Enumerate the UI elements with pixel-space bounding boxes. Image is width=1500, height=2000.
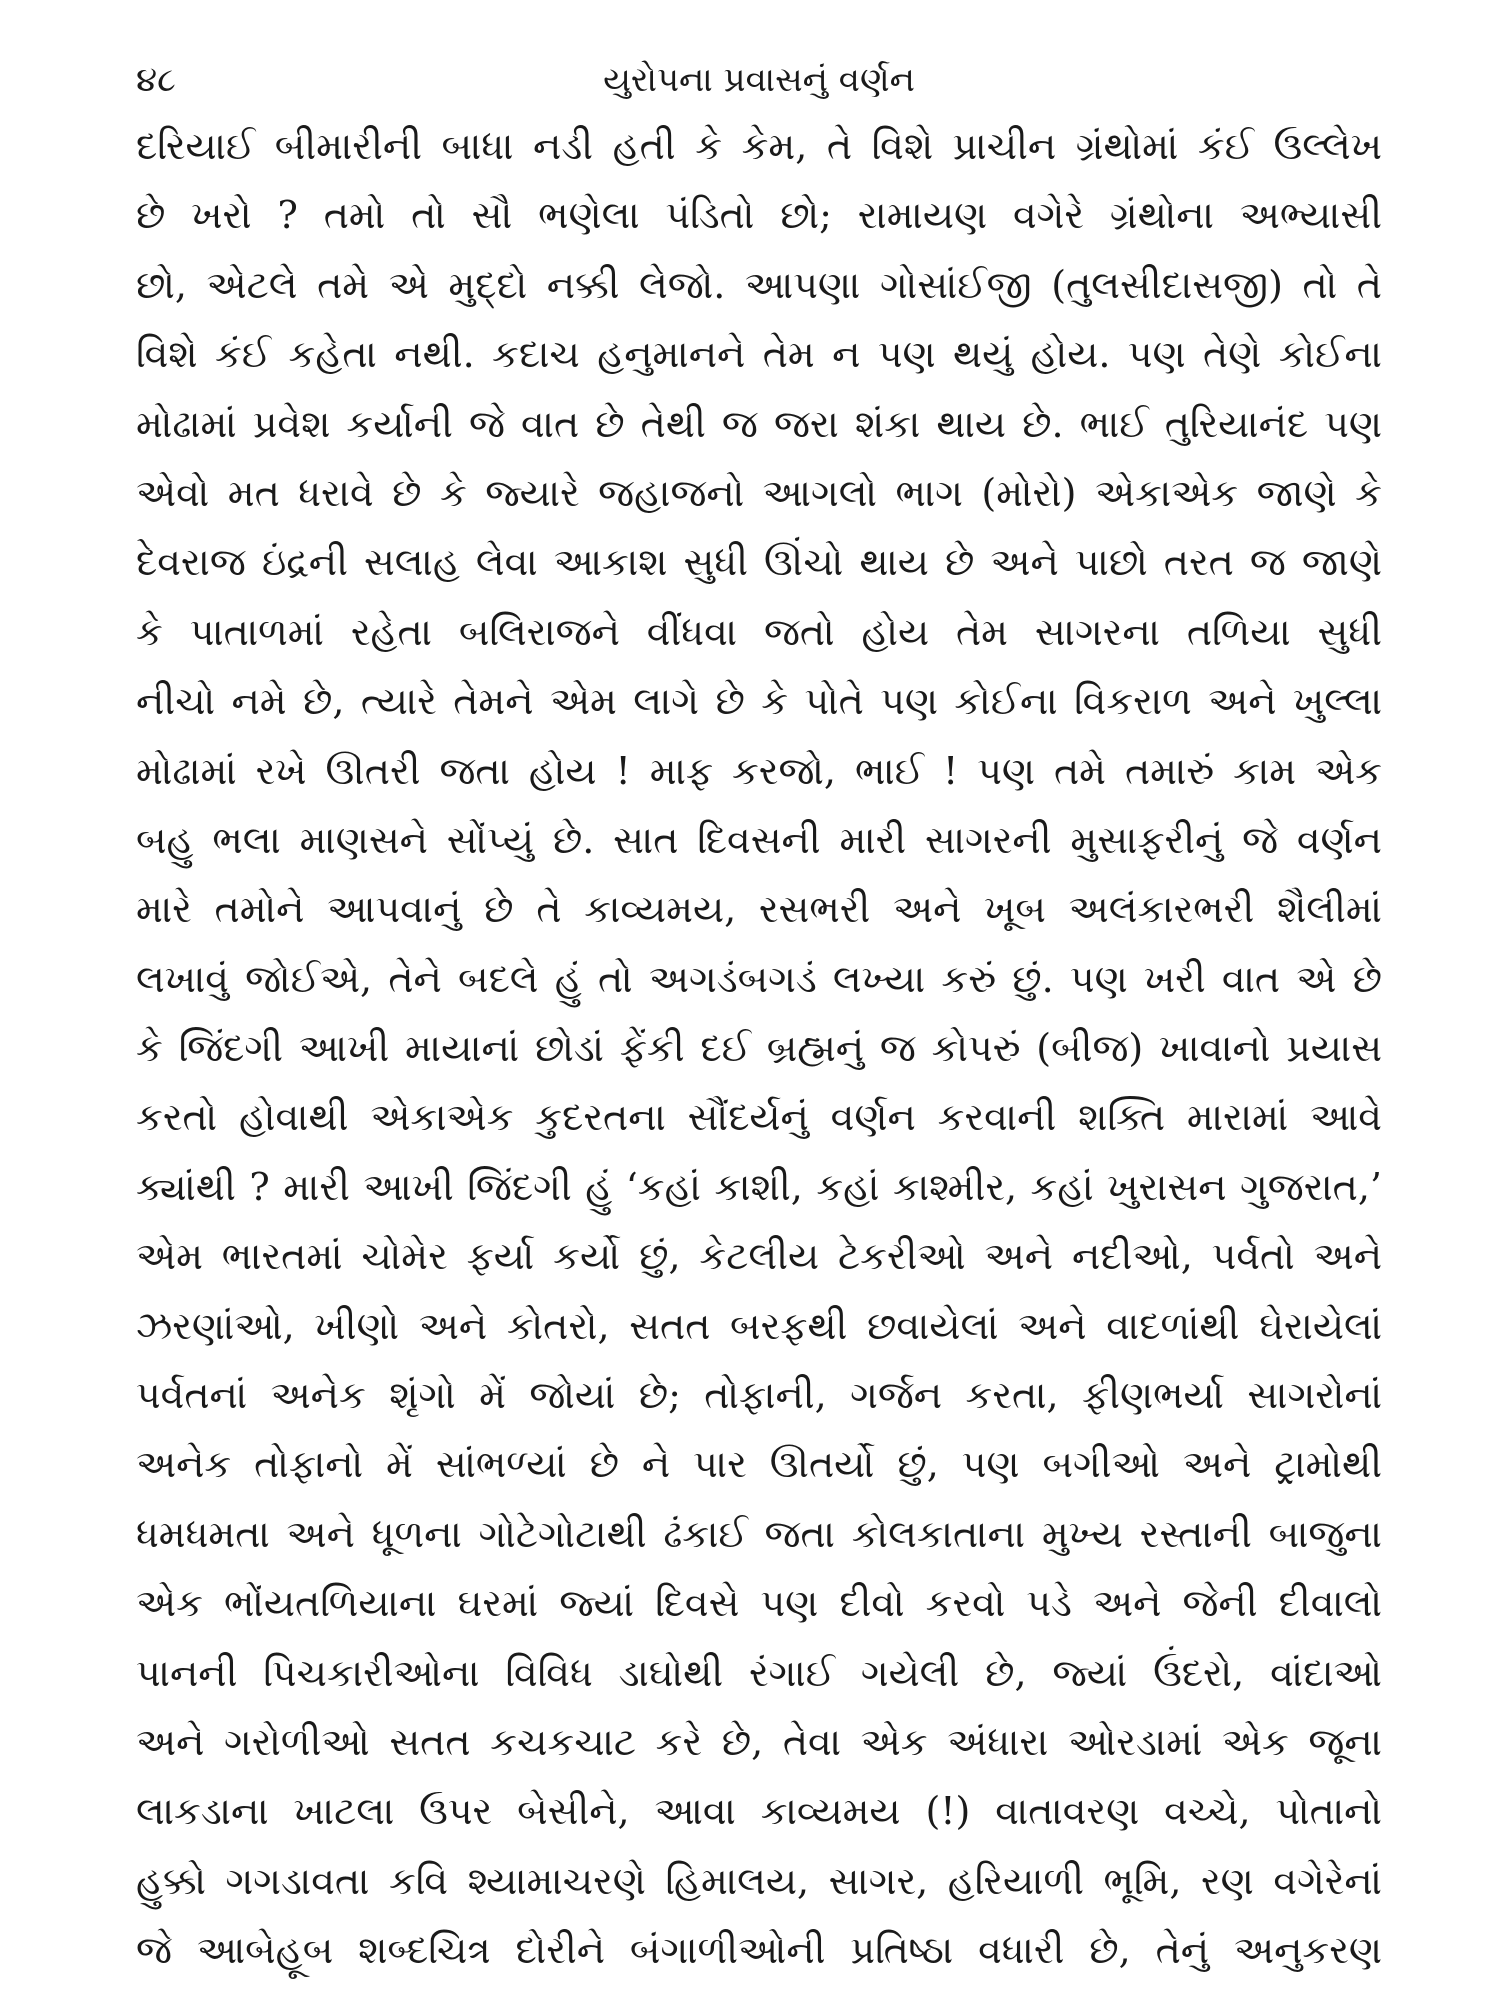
text-line: દેવરાજ ઇંદ્રની સલાહ લેવા આકાશ સુધી ઊંચો થાય છે અને પાછો તરત જ જાણે bbox=[136, 540, 1382, 585]
text-line: લાકડાના ખાટલા ઉપર બેસીને, આવા કાવ્યમય (!) વાતાવરણ વચ્ચે, પોતાનો bbox=[136, 1789, 1382, 1834]
running-title: યુરોપના પ્રવાસનું વર્ણન bbox=[603, 60, 915, 100]
text-line: અનેક તોફાનો મેં સાંભળ્યાં છે ને પાર ઊતર્યો છું, પણ બગીઓ અને ટ્રામોથી bbox=[136, 1442, 1382, 1487]
text-line: છો, એટલે તમે એ મુદ્દો નક્કી લેજો. આપણા ગોસાંઈજી (તુલસીદાસજી) તો તે bbox=[136, 262, 1382, 307]
page-number: ૪૮ bbox=[136, 60, 176, 100]
body-text bbox=[136, 112, 1382, 1986]
text-line: હુક્કો ગગડાવતા કવિ શ્યામાચરણે હિમાલય, સાગર, હરિયાળી ભૂમિ, રણ વગેરેનાં bbox=[136, 1858, 1382, 1903]
text-line: પર્વતનાં અનેક શૃંગો મેં જોયાં છે; તોફાની, ગર્જન કરતા, ફીણભર્યા સાગરોનાં bbox=[136, 1373, 1382, 1418]
text-line: ધમધમતા અને ધૂળના ગોટેગોટાથી ઢંકાઈ જતા કોલકાતાના મુખ્ય રસ્તાની બાજુના bbox=[136, 1511, 1382, 1556]
text-line: બહુ ભલા માણસને સોંપ્યું છે. સાત દિવસની મારી સાગરની મુસાફરીનું જે વર્ણન bbox=[136, 817, 1382, 862]
text-line: પાનની પિચકારીઓના વિવિધ ડાઘોથી રંગાઈ ગયેલી છે, જ્યાં ઉંદરો, વાંદાઓ bbox=[136, 1650, 1382, 1695]
text-line: લખાવું જોઈએ, તેને બદલે હું તો અગડંબગડં લખ્યા કરું છું. પણ ખરી વાત એ છે bbox=[136, 956, 1382, 1001]
text-line: દરિયાઈ બીમારીની બાધા નડી હતી કે કેમ, તે વિશે પ્રાચીન ગ્રંથોમાં કંઈ ઉલ્લેખ bbox=[136, 124, 1382, 168]
text-line: મોઢામાં રખે ઊતરી જતા હોય ! માફ કરજો, ભાઈ ! પણ તમે તમારું કામ એક bbox=[136, 748, 1382, 793]
text-line: જે આબેહૂબ શબ્દચિત્ર દોરીને બંગાળીઓની પ્રતિષ્ઠા વધારી છે, તેનું અનુકરણ bbox=[136, 1928, 1382, 1973]
page-header bbox=[136, 54, 1382, 110]
text-line: વિશે કંઈ કહેતા નથી. કદાચ હનુમાનને તેમ ન પણ થયું હોય. પણ તેણે કોઈના bbox=[136, 332, 1382, 377]
text-line: એમ ભારતમાં ચોમેર ફર્યા કર્યો છું, કેટલીય ટેકરીઓ અને નદીઓ, પર્વતો અને bbox=[136, 1234, 1382, 1279]
text-line: મારે તમોને આપવાનું છે તે કાવ્યમય, રસભરી અને ખૂબ અલંકારભરી શૈલીમાં bbox=[136, 887, 1382, 932]
text-line: કરતો હોવાથી એકાએક કુદરતના સૌંદર્યનું વર્ણન કરવાની શક્તિ મારામાં આવે bbox=[136, 1095, 1382, 1140]
text-line: અને ગરોળીઓ સતત કચકચાટ કરે છે, તેવા એક અંધારા ઓરડામાં એક જૂના bbox=[136, 1719, 1382, 1764]
text-line: કે પાતાળમાં રહેતા બલિરાજને વીંધવા જતો હોય તેમ સાગરના તળિયા સુધી bbox=[136, 609, 1382, 654]
text-line: મોઢામાં પ્રવેશ કર્યાની જે વાત છે તેથી જ જરા શંકા થાય છે. ભાઈ તુરિયાનંદ પણ bbox=[136, 401, 1382, 446]
text-line: કે જિંદગી આખી માયાનાં છોડાં ફેંકી દઈ બ્રહ્મનું જ કોપરું (બીજ) ખાવાનો પ્રયાસ bbox=[136, 1026, 1382, 1071]
text-line: ઝરણાંઓ, ખીણો અને કોતરો, સતત બરફથી છવાયેલાં અને વાદળાંથી ઘેરાયેલાં bbox=[136, 1303, 1382, 1348]
text-line: છે ખરો ? તમો તો સૌ ભણેલા પંડિતો છો; રામાયણ વગેરે ગ્રંથોના અભ્યાસી bbox=[136, 193, 1382, 238]
text-line: એક ભોંયતળિયાના ઘરમાં જ્યાં દિવસે પણ દીવો કરવો પડે અને જેની દીવાલો bbox=[136, 1581, 1382, 1626]
text-line: એવો મત ધરાવે છે કે જ્યારે જહાજનો આગલો ભાગ (મોરો) એકાએક જાણે કે bbox=[136, 470, 1382, 515]
text-line: ક્યાંથી ? મારી આખી જિંદગી હું ‘કહાં કાશી, કહાં કાશ્મીર, કહાં ખુરાસન ગુજરાત,’ bbox=[136, 1164, 1382, 1209]
text-line: નીચો નમે છે, ત્યારે તેમને એમ લાગે છે કે પોતે પણ કોઈના વિકરાળ અને ખુલ્લા bbox=[136, 679, 1382, 724]
